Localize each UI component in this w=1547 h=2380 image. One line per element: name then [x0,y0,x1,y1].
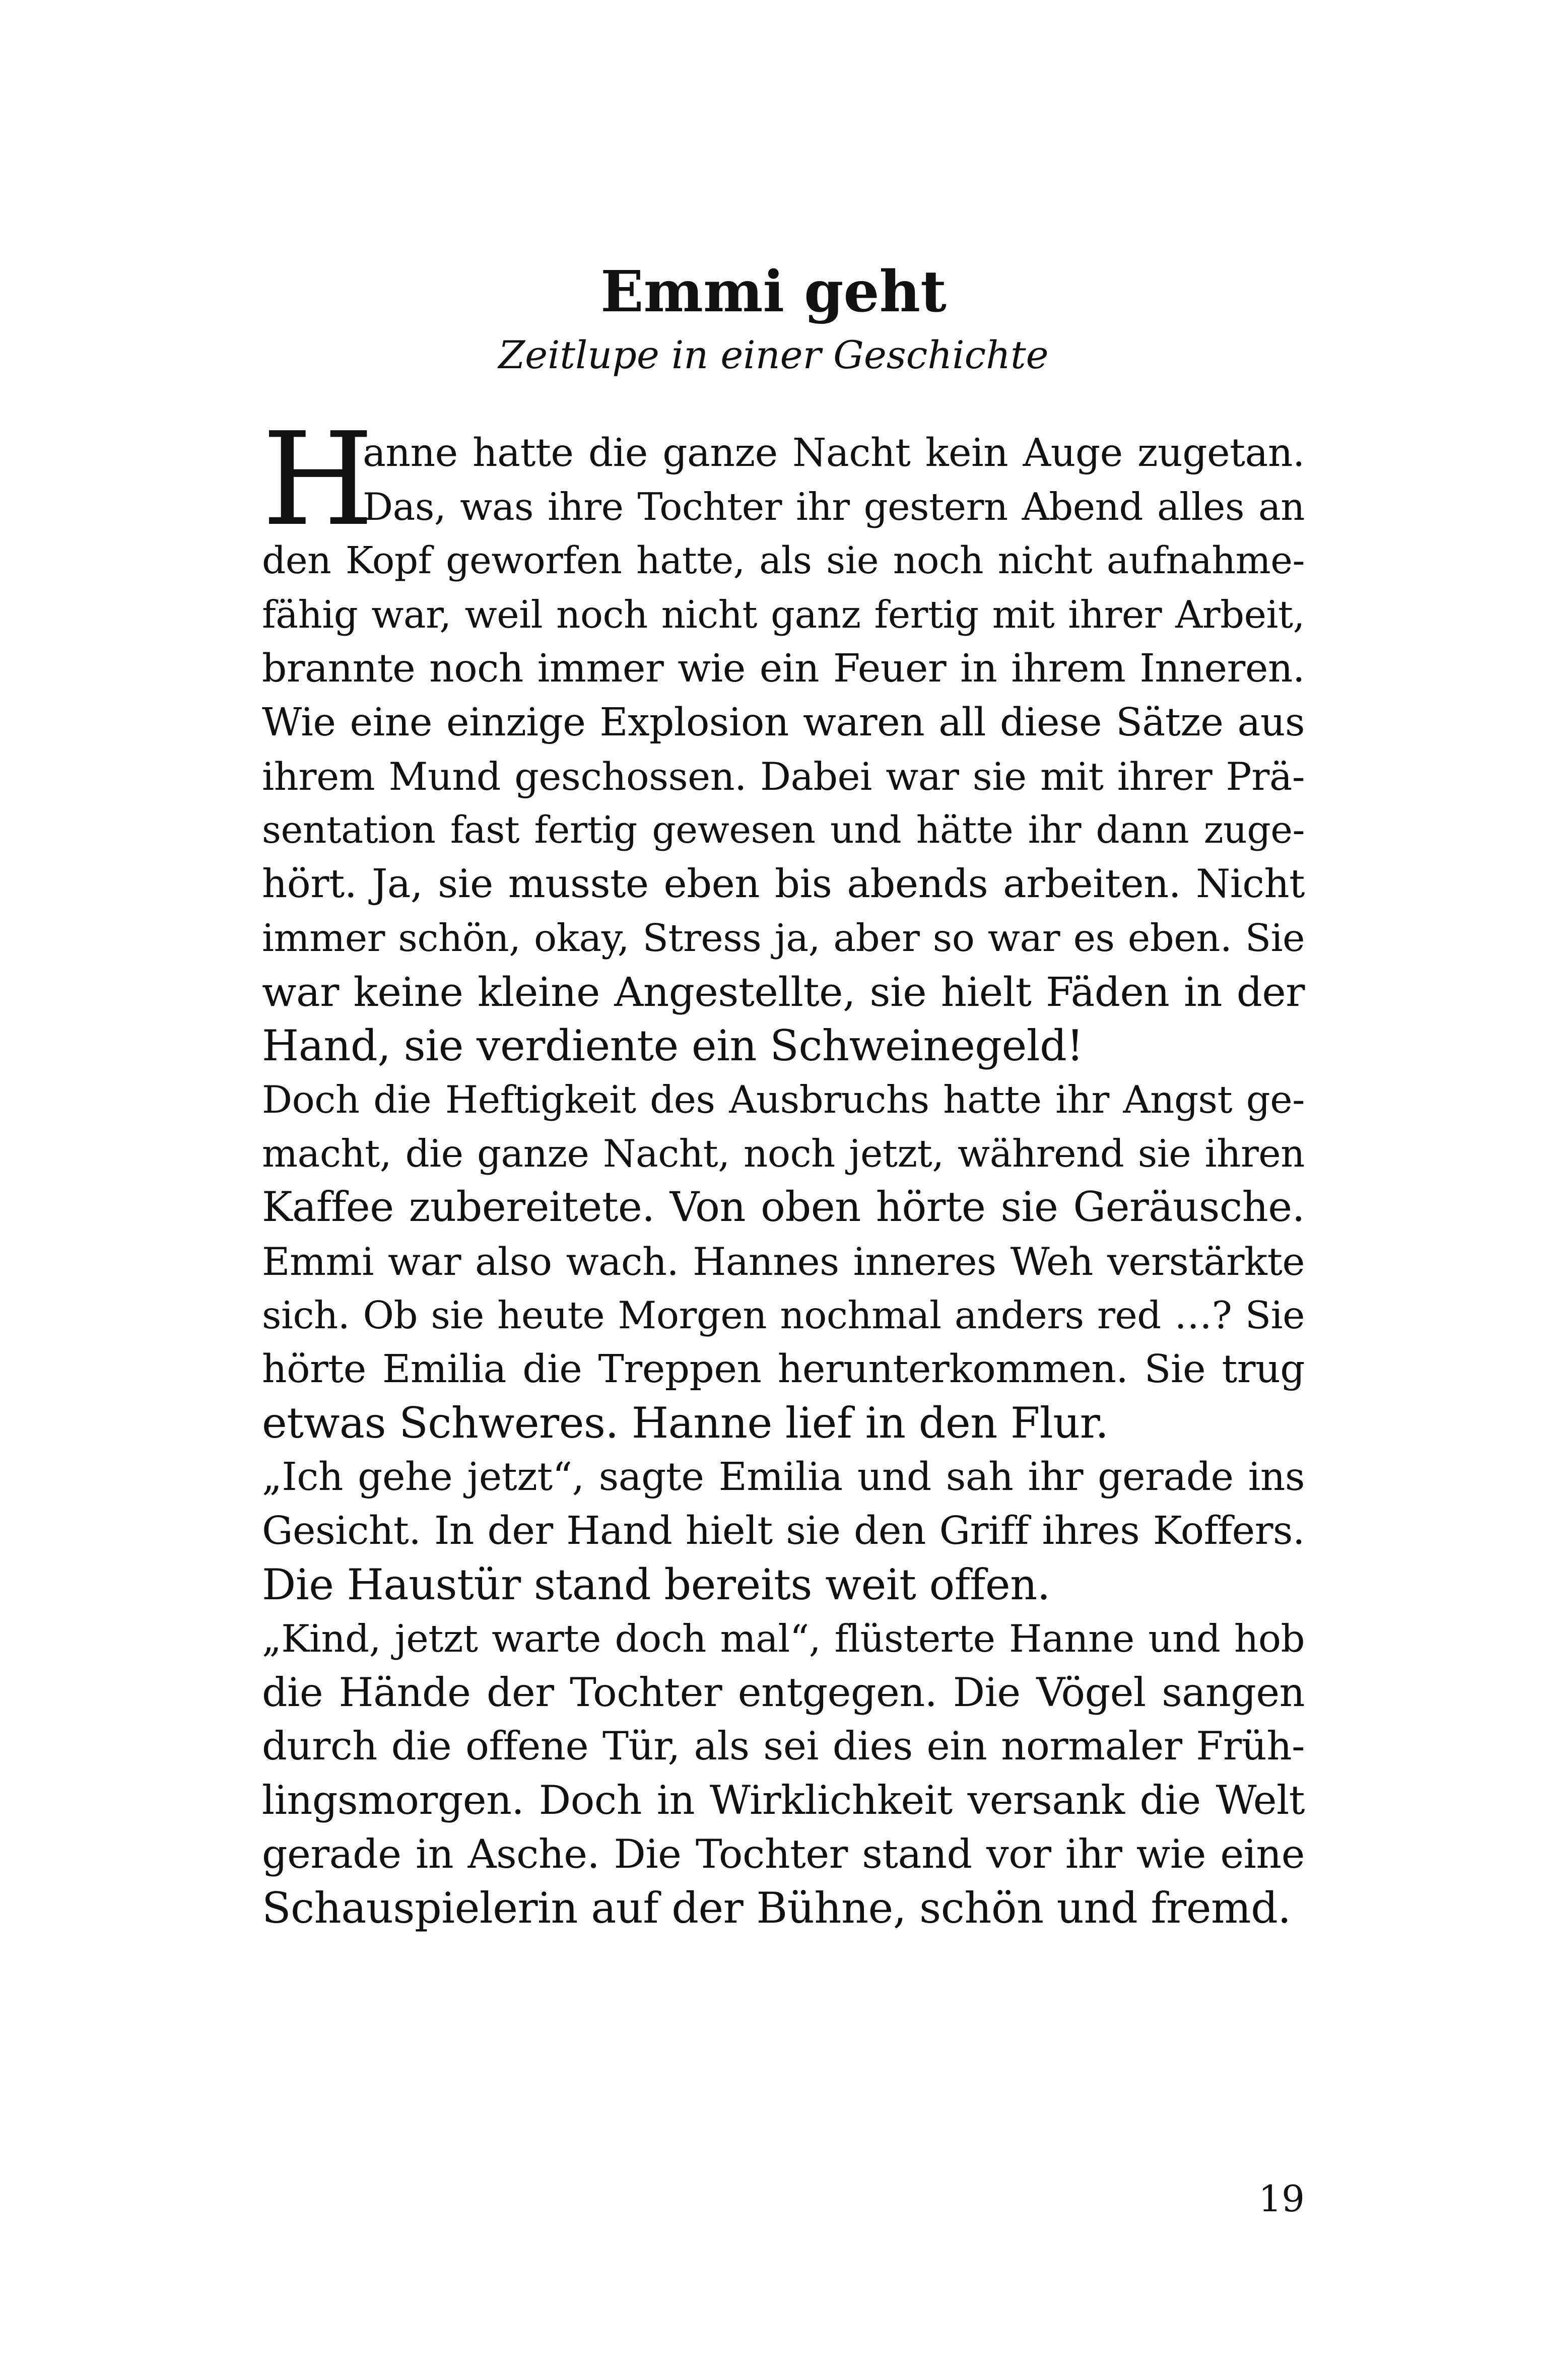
text-line: durch die offene Tür, als sei dies ein normaler Früh- [262,1724,1305,1769]
text-line: Wie eine einzige Explosion waren all diese Sätze aus [262,700,1305,745]
text-line: lingsmorgen. Doch in Wirklichkeit versank die Welt [262,1777,1305,1823]
text-line: ihrem Mund geschossen. Dabei war sie mit ihrer Prä- [262,754,1305,799]
text-line: Hand, sie verdiente ein Schweinegeld! [262,1021,1084,1070]
text-line: Emmi war also wach. Hannes inneres Weh verstärkte [262,1239,1305,1284]
text-line: sich. Ob sie heute Morgen nochmal anders red …? Sie [262,1293,1305,1337]
text-line: Das, was ihre Tochter ihr gestern Abend alles an [363,485,1305,529]
text-line: Gesicht. In der Hand hielt sie den Griff ihres Koffers. [262,1509,1305,1553]
text-line: sentation fast fertig gewesen und hätte ihr dann zuge- [262,808,1305,852]
text-line: fähig war, weil noch nicht ganz fertig mit ihrer Arbeit, [262,592,1305,637]
text-line: Schauspielerin auf der Bühne, schön und fremd. [262,1883,1291,1933]
text-line: anne hatte die ganze Nacht kein Auge zugetan. [363,431,1305,475]
text-line: war keine kleine Angestellte, sie hielt Fäden in der [262,969,1305,1015]
text-line: Doch die Heftigkeit des Ausbruchs hatte ihr Angst ge- [262,1077,1305,1122]
text-line: die Hände der Tochter entgegen. Die Vögel sangen [262,1669,1305,1716]
chapter-title: Emmi geht [600,259,947,325]
text-line: hörte Emilia die Treppen herunterkommen. Sie trug [262,1347,1305,1392]
drop-cap: H [262,405,374,555]
page-number: 19 [1258,2178,1305,2220]
text-line: hört. Ja, sie musste eben bis abends arbeiten. Nicht [262,861,1305,907]
text-line: „Ich gehe jetzt“, sagte Emilia und sah ihr gerade ins [262,1455,1305,1500]
text-line: immer schön, okay, Stress ja, aber so war es eben. Sie [262,916,1305,960]
text-line: macht, die ganze Nacht, noch jetzt, während sie ihren [262,1131,1305,1176]
text-line: den Kopf geworfen hatte, als sie noch nicht aufnahme- [262,539,1305,582]
text-line: Kaffee zubereitete. Von oben hörte sie Geräusche. [262,1184,1305,1231]
text-line: gerade in Asche. Die Tochter stand vor ihr wie eine [262,1831,1305,1877]
text-line: „Kind, jetzt warte doch mal“, flüsterte Hanne und hob [262,1616,1305,1661]
chapter-subtitle: Zeitlupe in einer Geschichte [498,332,1049,377]
text-line: Die Haustür stand bereits weit offen. [262,1560,1050,1609]
text-line: etwas Schweres. Hanne lief in den Flur. [262,1398,1109,1448]
body-text [262,405,1305,1935]
text-line: brannte noch immer wie ein Feuer in ihrem Inneren. [262,646,1305,691]
